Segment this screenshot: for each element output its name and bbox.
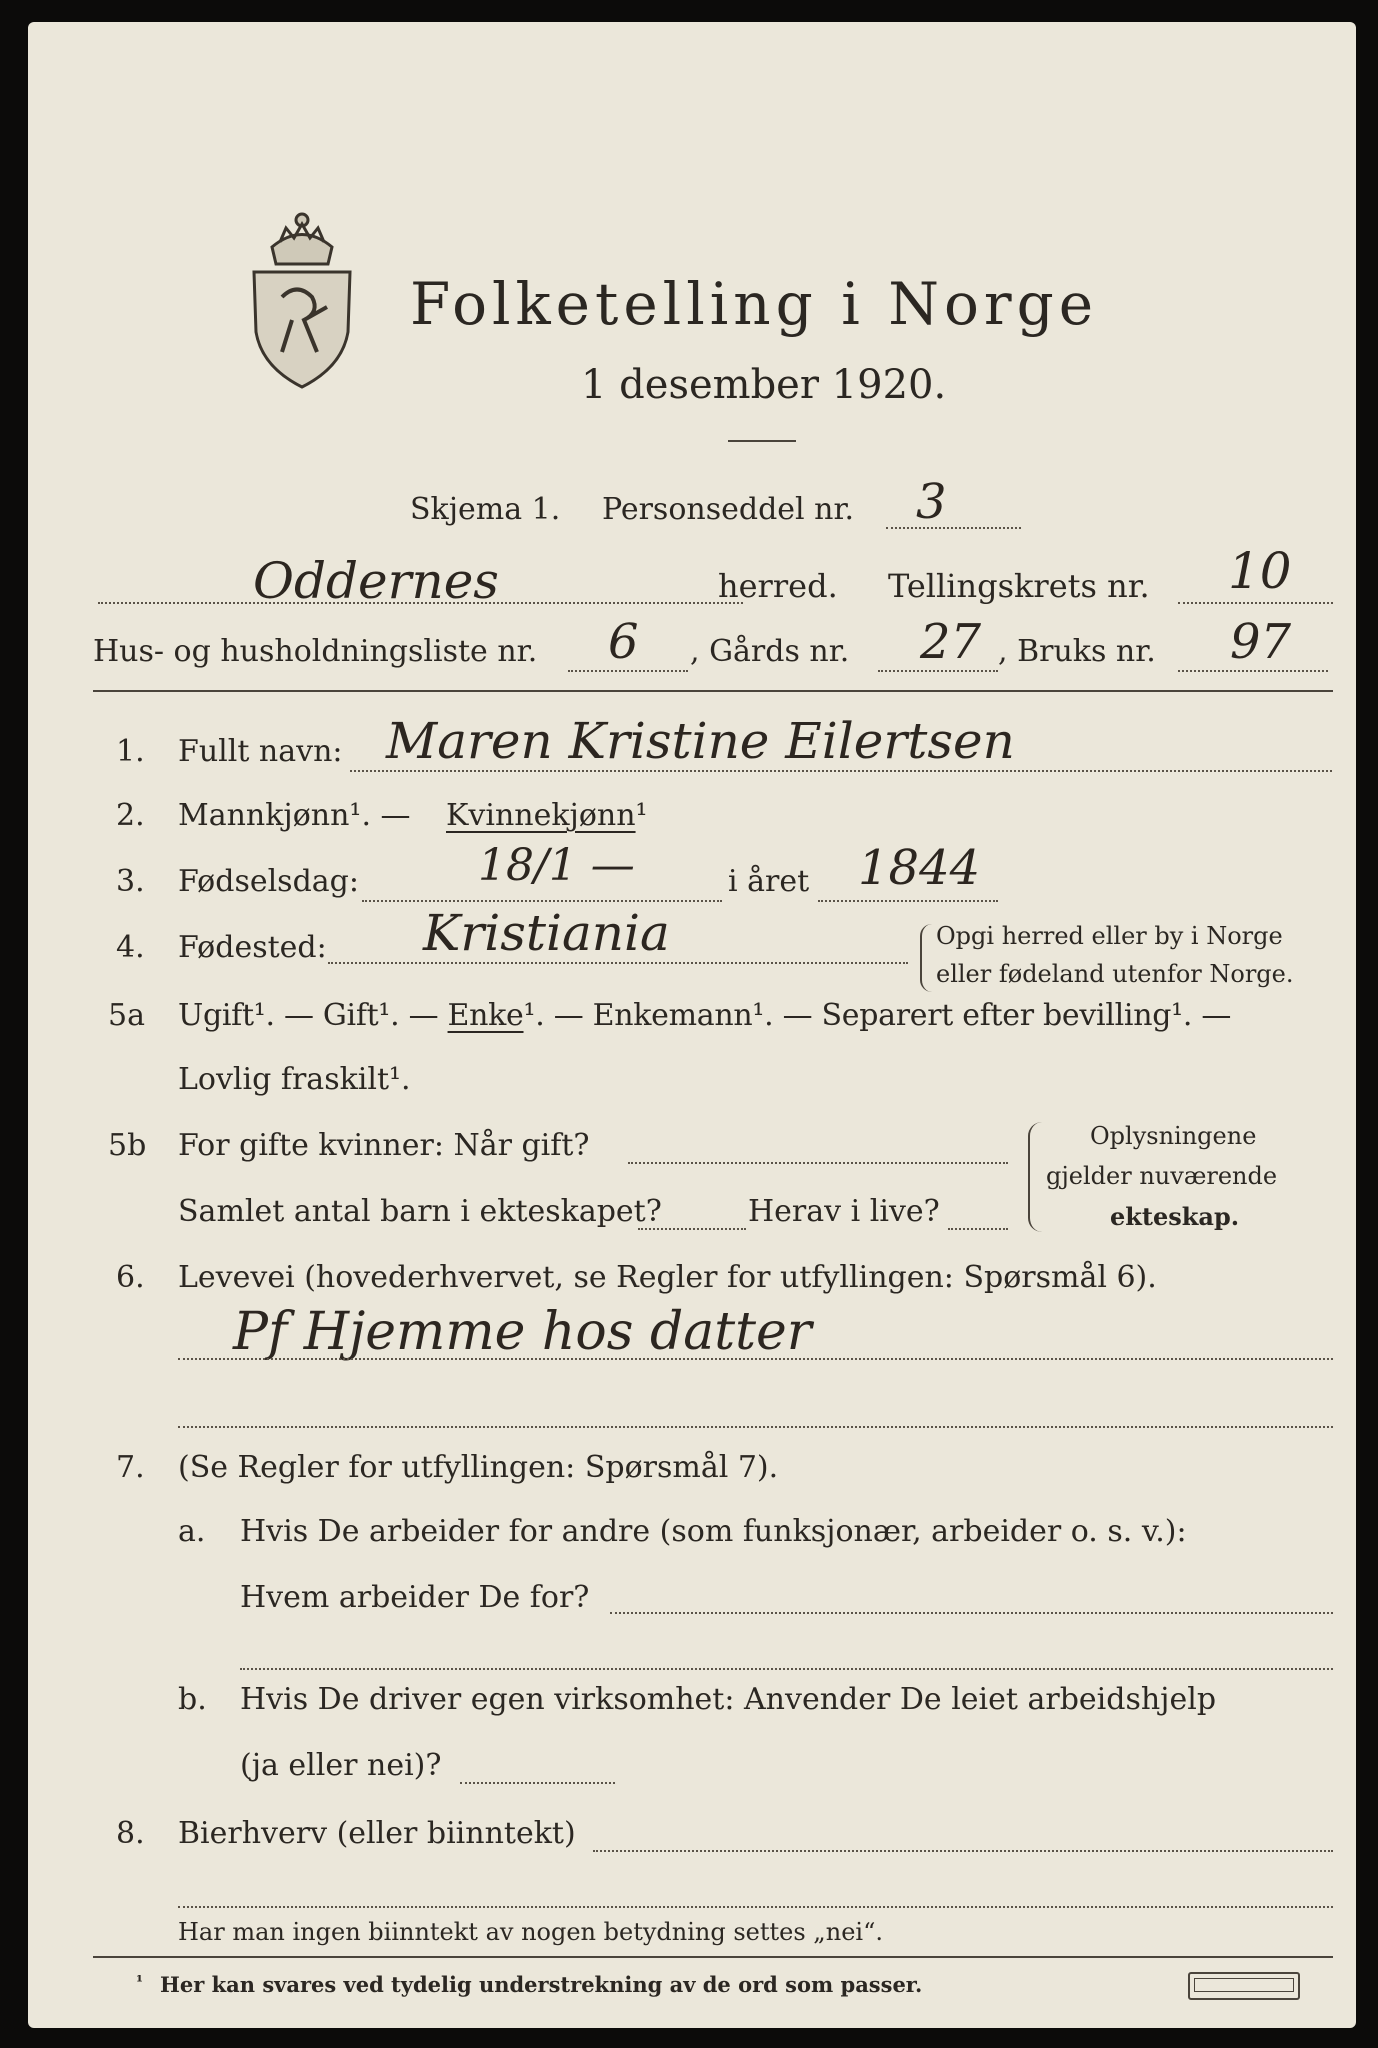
q4-number: 4. (116, 930, 145, 965)
q5a-enke-selected: Enke (447, 998, 524, 1033)
schema-label: Skjema 1. (410, 492, 561, 527)
q2-female-selected (446, 798, 648, 833)
q3-line (362, 900, 722, 902)
q8-line-2 (178, 1906, 1333, 1908)
q5b-alive-line (948, 1228, 1008, 1230)
q6-occupation-value: Pf Hjemme hos datter (233, 1302, 812, 1362)
herred-value: Oddernes (253, 552, 499, 610)
q7a-line-2: Hvem arbeider De for? (240, 1580, 590, 1615)
q4-line (328, 962, 908, 964)
q5a-number: 5a (108, 998, 145, 1033)
personseddel-number: 3 (916, 474, 947, 530)
gards-label: , Gårds nr. (690, 634, 850, 669)
q7a-letter: a. (178, 1514, 206, 1549)
q3-year-label: i året (728, 864, 810, 899)
hus-label: Hus- og husholdningsliste nr. (93, 634, 538, 669)
q8-number: 8. (116, 1816, 145, 1851)
footnote-text: Her kan svares ved tydelig understrekning av de ord som passer. (160, 1972, 923, 1997)
q5b-note-line-1: Oplysningene (1090, 1122, 1257, 1150)
personseddel-line (886, 527, 1021, 529)
q3-label: Fødselsdag: (178, 864, 359, 899)
title-divider (728, 440, 796, 442)
q5b-note-line-2: gjelder nuværende (1046, 1162, 1278, 1190)
q1-line (350, 770, 1332, 772)
q4-note-bracket (920, 924, 932, 992)
q3-birthday-value: 18/1 — (478, 840, 635, 891)
q8-label: Bierhverv (eller biinntekt) (178, 1816, 576, 1851)
footer-divider (93, 1956, 1333, 1958)
q4-birthplace-value: Kristiania (423, 904, 670, 962)
q8-line-1 (593, 1850, 1333, 1852)
q4-note-line-1: Opgi herred eller by i Norge (936, 922, 1283, 950)
q7b-line-2: (ja eller nei)? (240, 1748, 442, 1783)
gards-number: 27 (920, 614, 982, 670)
q5a-period: . (535, 998, 545, 1033)
q1-full-name-value: Maren Kristine Eilertsen (386, 712, 1015, 770)
q4-label: Fødested: (178, 930, 327, 965)
norwegian-coat-of-arms-icon (242, 202, 362, 392)
footnote-mark: ¹ (136, 1972, 144, 1991)
q6-label: Levevei (hovederhvervet, se Regler for utfyllingen: Spørsmål 6). (178, 1260, 1157, 1295)
bruks-label: , Bruks nr. (998, 634, 1156, 669)
q7b-letter: b. (178, 1682, 207, 1717)
tellingskrets-line (1178, 602, 1333, 604)
q7a-employer-line (610, 1612, 1333, 1614)
q1-label: Fullt navn: (178, 734, 343, 769)
q3-year-value: 1844 (858, 840, 981, 896)
q2-male: Mannkjønn¹. — (178, 798, 411, 833)
q5b-when-married-line (628, 1162, 1008, 1164)
q5a-footnote-mark: ¹ (523, 998, 536, 1033)
q4-note-line-2: eller fødeland utenfor Norge. (936, 960, 1294, 988)
q5b-number: 5b (108, 1128, 147, 1163)
q1-number: 1. (116, 734, 145, 769)
q2-number: 2. (116, 798, 145, 833)
q7a-line-1: Hvis De arbeider for andre (som funksjonær, arbeider o. s. v.): (240, 1514, 1187, 1549)
census-date: 1 desember 1920. (581, 362, 947, 408)
bruks-line (1178, 670, 1328, 672)
q2-female-label: Kvinnekjønn (446, 798, 636, 833)
tellingskrets-label: Tellingskrets nr. (888, 567, 1150, 605)
q7b-answer-line (460, 1782, 615, 1784)
q7a-extra-line (240, 1668, 1333, 1670)
q7-label: (Se Regler for utfyllingen: Spørsmål 7). (178, 1450, 779, 1485)
q7-number: 7. (116, 1450, 145, 1485)
q5b-herav: Herav i live? (748, 1194, 940, 1229)
q5a-ugift-gift: Ugift¹. — Gift¹. — (178, 998, 439, 1033)
q5a-rest: — Enkemann¹. — Separert efter bevilling¹. — (553, 998, 1232, 1033)
gards-line (878, 670, 998, 672)
q3-year-line (818, 900, 998, 902)
q6-line-2 (178, 1426, 1333, 1428)
q3-number: 3. (116, 864, 145, 899)
q5b-note-line-3: ekteskap. (1110, 1202, 1240, 1231)
census-form-sheet (28, 22, 1356, 2028)
bruks-number: 97 (1230, 614, 1292, 670)
q5b-note-bracket (1028, 1122, 1042, 1232)
q5a-options (178, 998, 1231, 1033)
herred-line (98, 602, 743, 604)
footer-note: Har man ingen biinntekt av nogen betydning settes „nei“. (178, 1918, 883, 1946)
header-divider (93, 690, 1333, 692)
q5b-line-2: Samlet antal barn i ekteskapet? (178, 1194, 662, 1229)
herred-label: herred. (718, 567, 838, 605)
hus-number: 6 (608, 614, 639, 670)
hus-line (568, 670, 688, 672)
q5b-children-line (638, 1228, 746, 1230)
q5b-line-1: For gifte kvinner: Når gift? (178, 1128, 590, 1163)
personseddel-label: Personseddel nr. (602, 492, 855, 527)
q2-footnote-mark: ¹ (635, 798, 648, 833)
tellingskrets-number: 10 (1228, 542, 1292, 600)
form-title: Folketelling i Norge (410, 270, 1099, 338)
q6-number: 6. (116, 1260, 145, 1295)
q5a-line-2: Lovlig fraskilt¹. (178, 1062, 411, 1097)
q6-line-1 (178, 1358, 1333, 1360)
q7b-line-1: Hvis De driver egen virksomhet: Anvender De leiet arbeidshjelp (240, 1682, 1217, 1717)
printer-stamp-icon (1188, 1972, 1300, 2000)
